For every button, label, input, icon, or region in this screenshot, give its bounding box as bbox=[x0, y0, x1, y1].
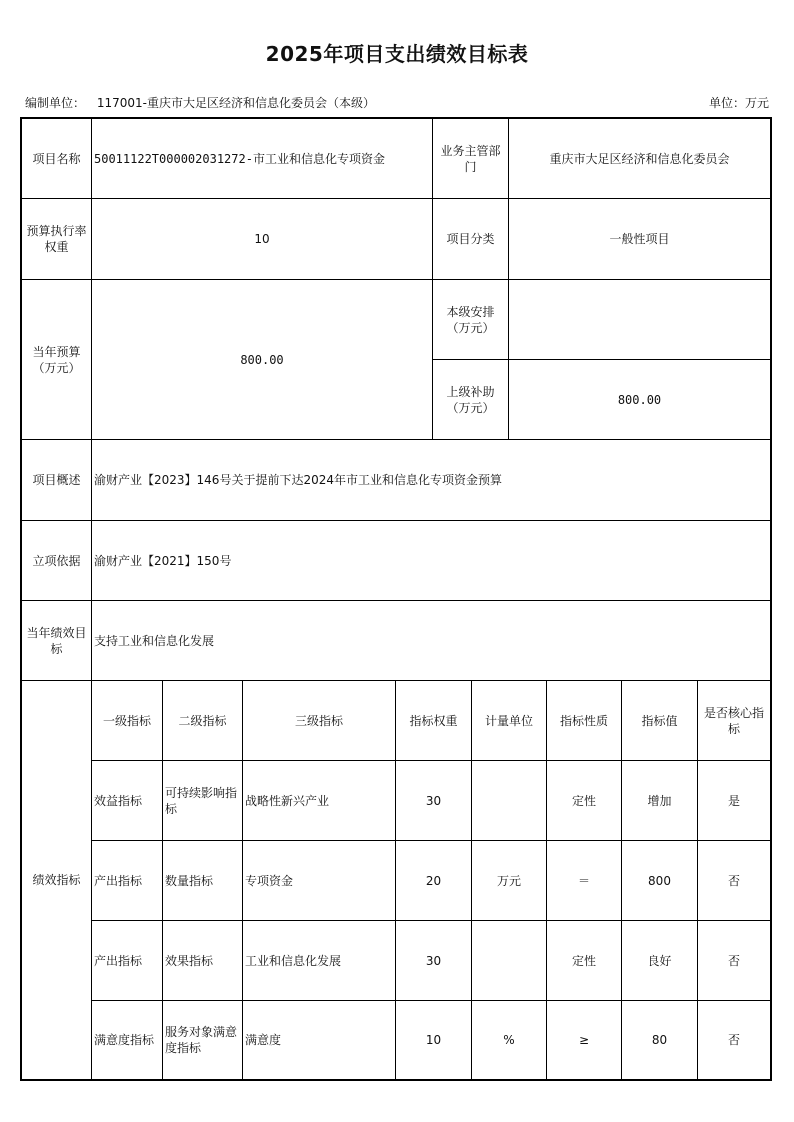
indicator-row-1-level1: 效益指标 bbox=[92, 761, 163, 841]
unit-label: 单位：万元 bbox=[708, 96, 769, 110]
basis-label: 立项依据 bbox=[22, 521, 92, 601]
overview-label: 项目概述 bbox=[22, 440, 92, 521]
indicator-row-4-level3: 满意度 bbox=[243, 1001, 396, 1079]
indicator-row-3-weight: 30 bbox=[396, 921, 472, 1001]
dept-value: 重庆市大足区经济和信息化委员会 bbox=[509, 119, 770, 199]
header-weight: 指标权重 bbox=[396, 681, 472, 761]
project-name-label: 项目名称 bbox=[22, 119, 92, 199]
indicator-row-1-level2: 可持续影响指标 bbox=[163, 761, 243, 841]
indicator-row-2-value: 800 bbox=[622, 841, 698, 921]
dept-label: 业务主管部门 bbox=[433, 119, 509, 199]
category-label: 项目分类 bbox=[433, 199, 509, 280]
goal-value: 支持工业和信息化发展 bbox=[92, 601, 770, 681]
indicator-row-1-core: 是 bbox=[698, 761, 770, 841]
indicator-row-3-level1: 产出指标 bbox=[92, 921, 163, 1001]
indicator-row-3-nature: 定性 bbox=[547, 921, 622, 1001]
indicator-row-4-unit: % bbox=[472, 1001, 547, 1079]
indicator-row-4-value: 80 bbox=[622, 1001, 698, 1079]
unit-org-value: 117001-重庆市大足区经济和信息化委员会（本级） bbox=[96, 96, 375, 110]
header-level3: 三级指标 bbox=[243, 681, 396, 761]
indicator-row-3-unit bbox=[472, 921, 547, 1001]
exec-weight-value: 10 bbox=[92, 199, 433, 280]
performance-form bbox=[20, 117, 772, 1081]
indicator-row-1-unit bbox=[472, 761, 547, 841]
goal-label: 当年绩效目标 bbox=[22, 601, 92, 681]
indicator-row-1-weight: 30 bbox=[396, 761, 472, 841]
indicator-row-3-level3: 工业和信息化发展 bbox=[243, 921, 396, 1001]
indicator-row-4-core: 否 bbox=[727, 1033, 740, 1047]
header-value: 指标值 bbox=[622, 681, 698, 761]
project-name-value: 50011122T000002031272-市工业和信息化专项资金 bbox=[92, 119, 433, 199]
basis-value: 渝财产业【2021】150号 bbox=[92, 521, 770, 601]
indicator-row-2-nature: ＝ bbox=[547, 841, 622, 921]
category-value: 一般性项目 bbox=[509, 199, 770, 280]
local-label: 本级安排（万元） bbox=[433, 280, 509, 360]
indicator-row-1-level3: 战略性新兴产业 bbox=[243, 761, 396, 841]
superior-value: 800.00 bbox=[509, 360, 770, 440]
indicator-row-1-value: 增加 bbox=[622, 761, 698, 841]
indicator-row-2-weight: 20 bbox=[396, 841, 472, 921]
indicator-row-1-nature: 定性 bbox=[547, 761, 622, 841]
indicator-row-2-core: 否 bbox=[698, 841, 770, 921]
indicator-row-2-level3: 专项资金 bbox=[243, 841, 396, 921]
header-core: 是否核心指标 bbox=[698, 681, 770, 761]
indicator-row-4-level2: 服务对象满意度指标 bbox=[163, 1001, 243, 1079]
indicator-row-2-level2: 数量指标 bbox=[163, 841, 243, 921]
header-level2: 二级指标 bbox=[163, 681, 243, 761]
overview-value: 渝财产业【2023】146号关于提前下达2024年市工业和信息化专项资金预算 bbox=[92, 440, 770, 521]
header-unit: 计量单位 bbox=[472, 681, 547, 761]
indicators-label: 绩效指标 bbox=[22, 681, 92, 1079]
header-nature: 指标性质 bbox=[547, 681, 622, 761]
indicator-row-4-level1: 满意度指标 bbox=[92, 1001, 163, 1079]
indicator-row-2-unit: 万元 bbox=[472, 841, 547, 921]
budget-value: 800.00 bbox=[92, 280, 433, 440]
indicator-row-4-weight: 10 bbox=[396, 1001, 472, 1079]
exec-weight-label: 预算执行率权重 bbox=[22, 199, 92, 280]
header-level1: 一级指标 bbox=[92, 681, 163, 761]
local-value bbox=[509, 280, 770, 360]
page-title: 2025年项目支出绩效目标表 bbox=[265, 42, 529, 66]
unit-org-label: 编制单位： bbox=[25, 96, 86, 110]
indicator-row-3-value: 良好 bbox=[622, 921, 698, 1001]
indicator-row-2-level1: 产出指标 bbox=[92, 841, 163, 921]
indicator-row-3-core: 否 bbox=[698, 921, 770, 1001]
indicator-row-4-nature: ≥ bbox=[547, 1001, 622, 1079]
indicator-row-3-level2: 效果指标 bbox=[163, 921, 243, 1001]
unit-org bbox=[25, 94, 375, 111]
superior-label: 上级补助（万元） bbox=[433, 360, 509, 440]
budget-label: 当年预算（万元） bbox=[22, 280, 92, 440]
